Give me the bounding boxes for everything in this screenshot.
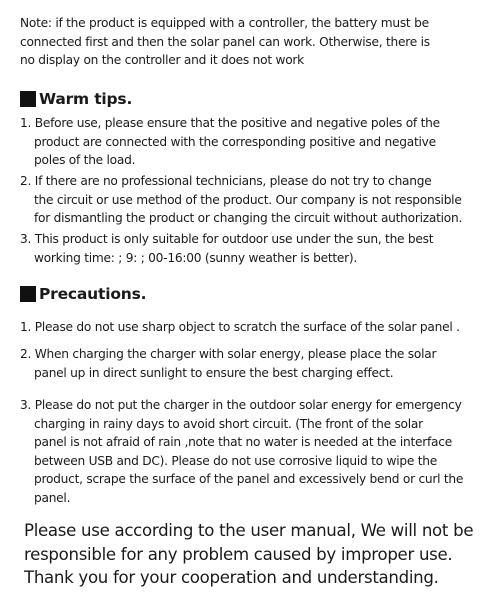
warm-tips-heading xyxy=(20,90,132,108)
precautions-title: Precautions. xyxy=(39,285,147,303)
warm-tip-3 xyxy=(20,230,476,267)
warm-tip-1-continuation: product are connected with the corresponding positive and negative poles of the load. xyxy=(34,134,436,167)
precaution-2-line: 2. When charging the charger with solar energy, please place the solar xyxy=(20,347,437,361)
warm-tip-3-line: 3. This product is only suitable for outdoor use under the sun, the best xyxy=(20,232,434,246)
precaution-1 xyxy=(20,318,476,337)
warm-tip-2 xyxy=(20,172,476,228)
square-bullet-icon xyxy=(20,286,36,302)
warm-tip-2-continuation: the circuit or use method of the product. Our company is not responsible for dismantling the product or changing the circuit without authorization. xyxy=(34,192,463,225)
precautions-heading xyxy=(20,285,146,303)
precaution-2 xyxy=(20,345,476,382)
warm-tip-2-line: 2. If there are no professional technicians, please do not try to change xyxy=(20,174,432,188)
precaution-1-line: 1. Please do not use sharp object to scratch the surface of the solar panel . xyxy=(20,320,460,334)
precaution-3-line: 3. Please do not put the charger in the outdoor solar energy for emergency xyxy=(20,398,462,412)
square-bullet-icon xyxy=(20,91,36,107)
precaution-2-continuation: panel up in direct sunlight to ensure the best charging effect. xyxy=(34,365,394,380)
closing-statement: Please use according to the user manual, We will not be responsible for any problem caused by improper use. Thank you for your cooperation and understanding. xyxy=(24,521,474,587)
controller-note: Note: if the product is equipped with a controller, the battery must be connected first and then the solar panel can work. Otherwise, there is no display on the controller and it does not work xyxy=(20,16,430,67)
warm-tip-3-continuation: working time: ; 9: ; 00-16:00 (sunny weather is better). xyxy=(34,250,358,265)
precaution-3 xyxy=(20,396,476,507)
warm-tips-title: Warm tips. xyxy=(39,90,133,108)
warm-tip-1 xyxy=(20,114,476,170)
precaution-3-continuation: charging in rainy days to avoid short circuit. (The front of the solar panel is not afraid of rain ,note that no water is needed at the interface between USB and DC). Please do not use corrosive liquid to wipe the product, scrape the surface of the panel and excessively bend or curl the panel. xyxy=(34,416,464,505)
warm-tip-1-line: 1. Before use, please ensure that the positive and negative poles of the xyxy=(20,116,440,130)
